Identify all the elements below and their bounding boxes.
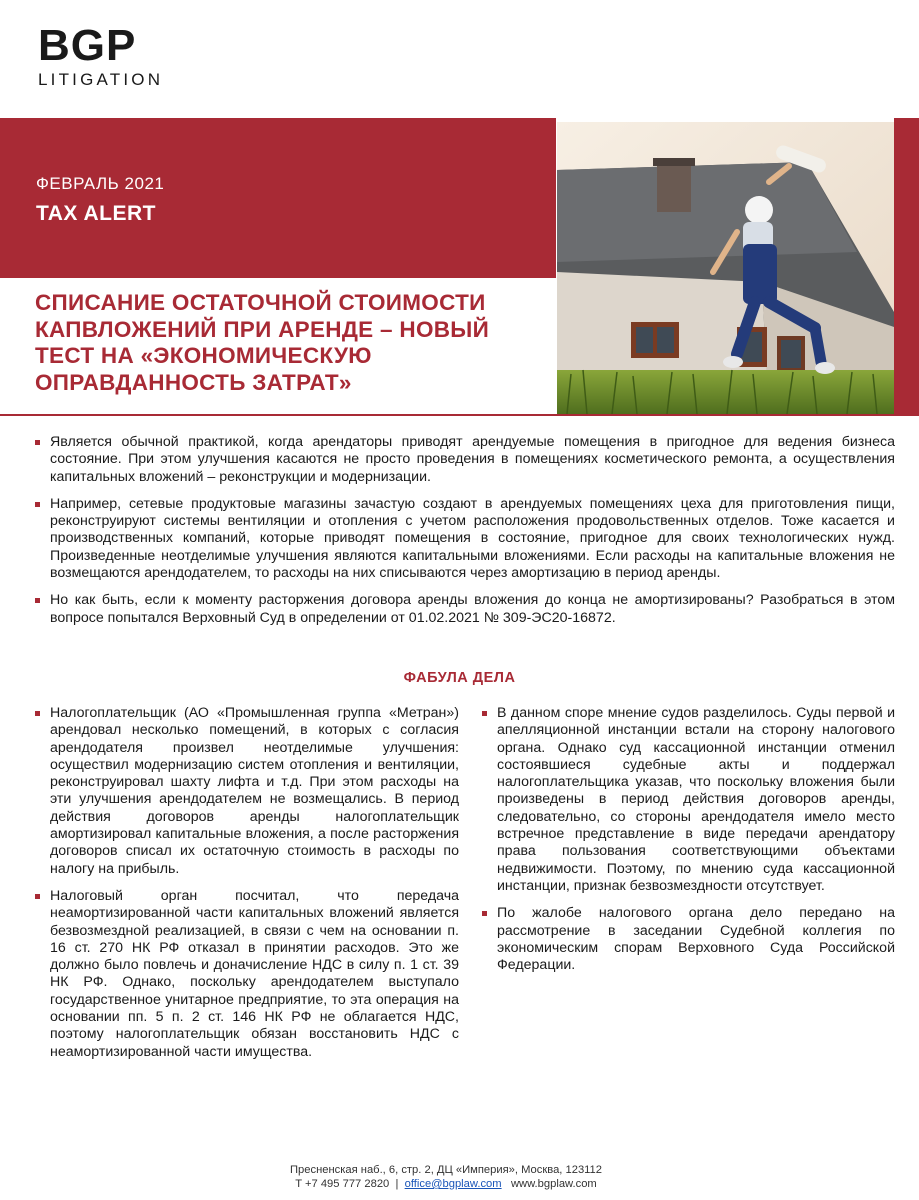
headline: СПИСАНИЕ ОСТАТОЧНОЙ СТОИМОСТИ КАПВЛОЖЕНИЙ ПРИ АРЕНДЕ – НОВЫЙ ТЕСТ НА «ЭКОНОМИЧЕСКУЮ ОПРАВДАННОСТЬ ЗАТРАТ»: [35, 290, 490, 395]
header-divider: [0, 414, 919, 416]
case-item: Налоговый орган посчитал, что передача неамортизированной части капитальных вложений является безвозмездной реализацией, в связи с чем на основании п. 16 ст. 270 НК РФ отказал в принятии расходов. Это же должно было повлечь и доначисление НДС в силу п. 1 ст. 39 НК РФ. Однако, поскольку арендодателем выступало государственное унитарное предприятие, то эта операция на основании пп. 5 п. 2 ст. 146 НК РФ не облагается НДС, поэтому налогоплательщик обязан восстановить НДС с неамортизированной части имущества.: [35, 888, 459, 1061]
footer-website[interactable]: www.bgplaw.com: [510, 1178, 597, 1190]
logo: [38, 21, 164, 90]
right-column-list: [482, 705, 895, 984]
intro-list: [35, 434, 895, 637]
intro-item: Например, сетевые продуктовые магазины зачастую создают в арендуемых помещениях цеха для приготовления пищи, реконструируют системы вентиляции и отопления с учетом расположения продовольственных отделов. Тоже касается и производственных компаний, которые приводят помещения в состояние, пригодное для своих технологических нужд. Произведенные неотделимые улучшения являются капитальными вложениями. Если расходы на капитальные вложения не возмещаются арендодателем, то расходы на них списываются через амортизацию в период аренды.: [35, 496, 895, 582]
case-item: Налогоплательщик (АО «Промышленная группа «Метран») арендовал несколько помещений, в которых с согласия арендодателя произвел неотделимые улучшения: осуществил модернизацию систем отопления и вентиляции, реконструировал шахту лифта и т.д. При этом расходы на эти улучшения арендодателем не возмещались. В период действия договоров аренды налогоплательщик амортизировал капитальные вложения, а после расторжения договоров списал их остаточную стоимость в расходы по налогу на прибыль.: [35, 705, 459, 878]
case-item: В данном споре мнение судов разделилось. Суды первой и апелляционной инстанции встали на сторону налогового органа. Однако суд кассационной инстанции отменил состоявшиеся судебные акты и поддержал налогоплательщика указав, что поскольку вложения были произведены в период действия договоров аренды, следовательно, со стороны арендодателя имело место встречное представление в виде передачи арендатору права пользования соответствующими объектами недвижимости. Поэтому, по мнению суда кассационной инстанции, признак безвозмездности отсутствует.: [482, 705, 895, 895]
header-photo: [557, 122, 894, 414]
case-item: По жалобе налогового органа дело передано на рассмотрение в заседании Судебной коллегия по экономическим спорам Верховного Суда Российской Федерации.: [482, 905, 895, 974]
footer-email-link[interactable]: office@bgplaw.com: [404, 1178, 502, 1190]
issue-date: ФЕВРАЛЬ 2021: [36, 174, 165, 193]
intro-item: Но как быть, если к моменту расторжения договора аренды вложения до конца не амортизированы? Разобраться в этом вопросе попытался Верховный Суд в определении от 01.02.2021 № 309-ЭС20-16872.: [35, 592, 895, 627]
intro-item: Является обычной практикой, когда арендаторы приводят арендуемые помещения в пригодное для ведения бизнеса состояние. При этом улучшения касаются не просто проведения в помещениях косметического ремонта, а осуществления капитальных вложений – реконструкции и модернизации.: [35, 434, 895, 486]
section-title: ФАБУЛА ДЕЛА: [403, 670, 516, 686]
footer-phone: T +7 495 777 2820: [295, 1178, 390, 1190]
house-photo-illustration: [557, 122, 894, 414]
left-column-list: [35, 705, 459, 1071]
logo-sub: LITIGATION: [38, 70, 164, 89]
header-band: [0, 118, 556, 278]
footer-separator: |: [395, 1178, 399, 1190]
footer: [0, 1163, 892, 1191]
logo-main: BGP: [38, 21, 137, 70]
alert-title: TAX ALERT: [36, 202, 156, 225]
footer-contacts: [0, 1177, 892, 1191]
footer-address: Пресненская наб., 6, стр. 2, ДЦ «Империя», Москва, 123112: [289, 1164, 603, 1176]
accent-strip: [894, 118, 919, 414]
